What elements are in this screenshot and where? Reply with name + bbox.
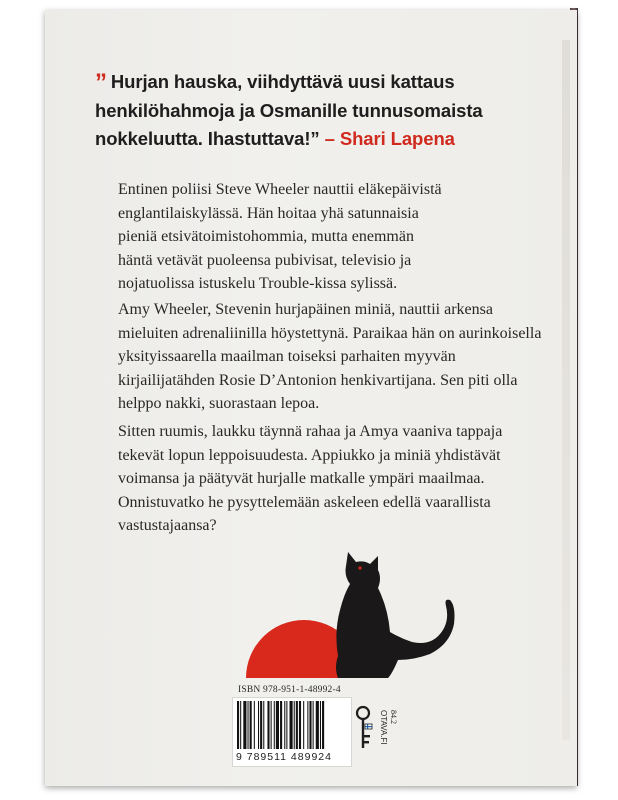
quote-author: – Shari Lapena [324,128,455,149]
spine-highlight [562,40,570,740]
blurb-quote [95,68,555,153]
quote-text: Hurjan hauska, viihdyttävä uusi kattaus henkilöhahmoja ja Osmanille tunnusomaista nokkeluutta. Ihastuttava!” [95,71,483,149]
cover-illustration [230,548,470,678]
isbn-number: ISBN 978-951-1-48992-4 [238,685,341,695]
synopsis-paragraph-1: Entinen poliisi Steve Wheeler nauttii eläkepäivistä englantilaiskylässä. Hän hoitaa yhä satunnaisia pieniä etsivätoimistohommia, mutta enemmän häntä vetävät puoleensa pubivisat, televisio ja nojatuolissa istuskelu Trouble-kissa sylissä. [118,181,442,292]
publisher-url: OTAVA.FI [379,710,388,745]
quote-mark-icon: ” [95,69,107,96]
black-cat-icon [336,552,455,678]
synopsis-paragraph-3: Sitten ruumis, laukku täynnä rahaa ja Amya vaaniva tappaja tekevät lopun leppoisuudesta. Appiukko ja miniä yhdistävät voimansa ja päätyvät hurjalle matkalle ympäri maailmaa. Onnistuvatko he pysyttelemään askeleen edellä vaarallista vastustajaansa? [118,423,503,534]
synopsis-paragraph-2: Amy Wheeler, Stevenin hurjapäinen miniä, nauttii arkensa mieluiten adrenaliinilla höystettynä. Paraikaa hän on aurinkoisella yksityissaarella maailman toiseksi parhaiten myyvän kirjailijatähden Rosie D’Antonion henkivartijana. Sen piti olla helppo nakki, suorastaan lepoa. [118,301,542,412]
price-code: 84.2 [389,710,398,724]
otava-key-logo-icon [353,705,373,751]
barcode-digits: 9 789511 489924 [236,751,348,763]
cat-eye-icon [358,566,361,569]
barcode-bars-icon [233,698,349,754]
